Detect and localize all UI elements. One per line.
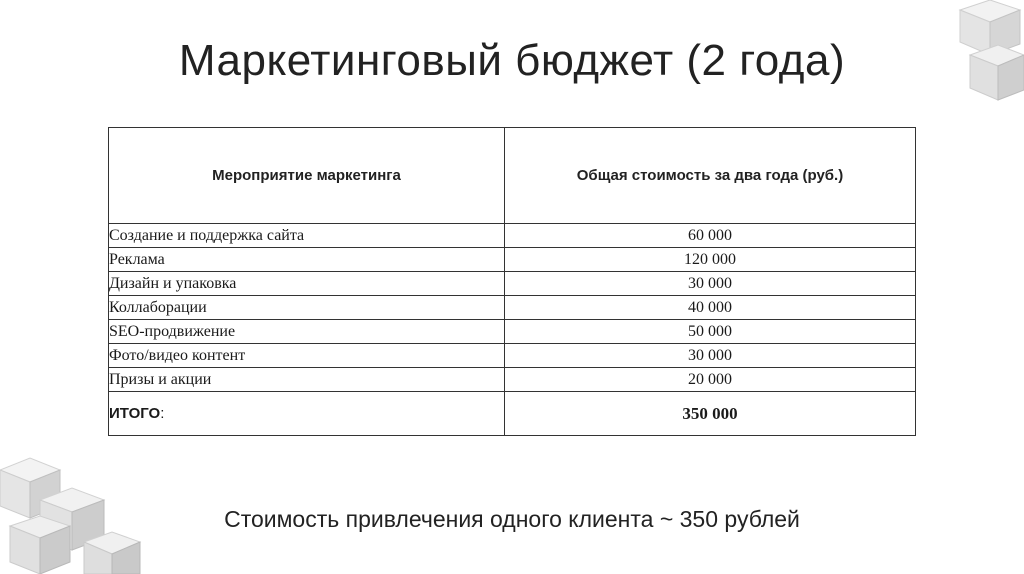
table-row xyxy=(109,272,916,296)
row-cost: 20 000 xyxy=(505,368,916,392)
header-activity: Мероприятие маркетинга xyxy=(109,128,505,224)
row-name: Дизайн и упаковка xyxy=(109,272,505,296)
total-colon: : xyxy=(160,405,165,422)
page-title: Маркетинговый бюджет (2 года) xyxy=(178,36,846,85)
total-row xyxy=(109,392,916,436)
table-row xyxy=(109,224,916,248)
header-cost: Общая стоимость за два года (руб.) xyxy=(505,128,916,224)
table-row xyxy=(109,368,916,392)
row-name: Создание и поддержка сайта xyxy=(109,224,505,248)
row-name: SEO-продвижение xyxy=(109,320,505,344)
total-value: 350 000 xyxy=(505,392,916,436)
total-label-cell xyxy=(109,392,505,436)
row-name: Призы и акции xyxy=(109,368,505,392)
budget-table xyxy=(108,127,916,436)
row-cost: 60 000 xyxy=(505,224,916,248)
table-header-row xyxy=(109,128,916,224)
row-cost: 30 000 xyxy=(505,272,916,296)
row-name: Реклама xyxy=(109,248,505,272)
row-cost: 40 000 xyxy=(505,296,916,320)
decorative-cubes-bottom-left xyxy=(0,430,150,574)
total-label: ИТОГО xyxy=(109,405,161,422)
table-row xyxy=(109,320,916,344)
row-cost: 50 000 xyxy=(505,320,916,344)
row-name: Фото/видео контент xyxy=(109,344,505,368)
table-row xyxy=(109,296,916,320)
table-row xyxy=(109,344,916,368)
row-cost: 30 000 xyxy=(505,344,916,368)
table-row xyxy=(109,248,916,272)
acquisition-cost-note: Стоимость привлечения одного клиента ~ 350 рублей xyxy=(224,506,800,532)
row-cost: 120 000 xyxy=(505,248,916,272)
row-name: Коллаборации xyxy=(109,296,505,320)
